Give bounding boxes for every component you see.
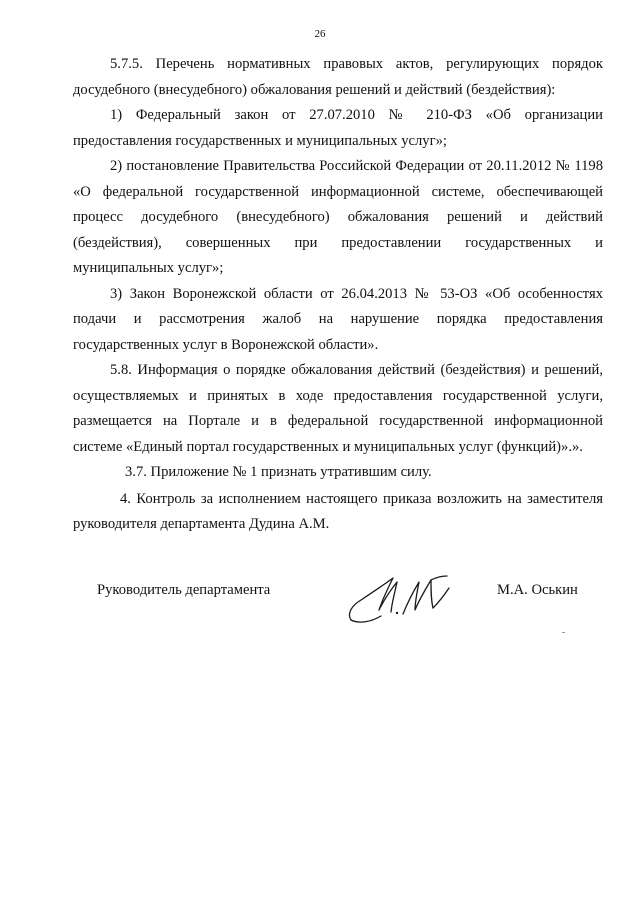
handwritten-signature bbox=[345, 570, 460, 628]
paragraph-5-7-5: 5.7.5. Перечень нормативных правовых актов, регулирующих порядок досудебного (внесудебного) обжалования решений и действий (бездействия): bbox=[73, 56, 603, 98]
signature-block bbox=[0, 570, 640, 630]
paragraph-item-3: 3) Закон Воронежской области от 26.04.2013 № 53-ОЗ «Об особенностях подачи и рассмотрения жалоб на нарушение порядка предоставления государственных услуг в Воронежской области». bbox=[73, 285, 603, 353]
paragraph-3-7: 3.7. Приложение № 1 признать утратившим силу. bbox=[125, 464, 432, 480]
signatory-position: Руководитель департамента bbox=[97, 582, 271, 598]
page-number: 26 bbox=[314, 28, 326, 40]
paragraph-item-2: 2) постановление Правительства Российской Федерации от 20.11.2012 № 1198 «О федеральной государственной информационной системе, обеспечивающей процесс досудебного (внесудебного) обжалования решений и действий (бездействия), совершенных при предоставлении государственных и муниципальных услуг»; bbox=[73, 158, 603, 276]
paragraph-item-1: 1) Федеральный закон от 27.07.2010 № 210-ФЗ «Об организации предоставления государственных и муниципальных услуг»; bbox=[73, 107, 603, 149]
paragraph-4: 4. Контроль за исполнением настоящего приказа возложить на заместителя руководителя департамента Дудина А.М. bbox=[73, 490, 603, 532]
paragraph-5-8: 5.8. Информация о порядке обжалования действий (бездействия) и решений, осуществляемых и принятых в ходе предоставления государственной услуги, размещается на Портале и в федеральной государственной информационной системе «Единый портал государственных и муниципальных услуг (функций)».». bbox=[73, 362, 603, 455]
signatory-name: М.А. Оськин bbox=[497, 582, 578, 598]
scan-mark bbox=[562, 632, 565, 633]
document-body bbox=[73, 52, 603, 538]
